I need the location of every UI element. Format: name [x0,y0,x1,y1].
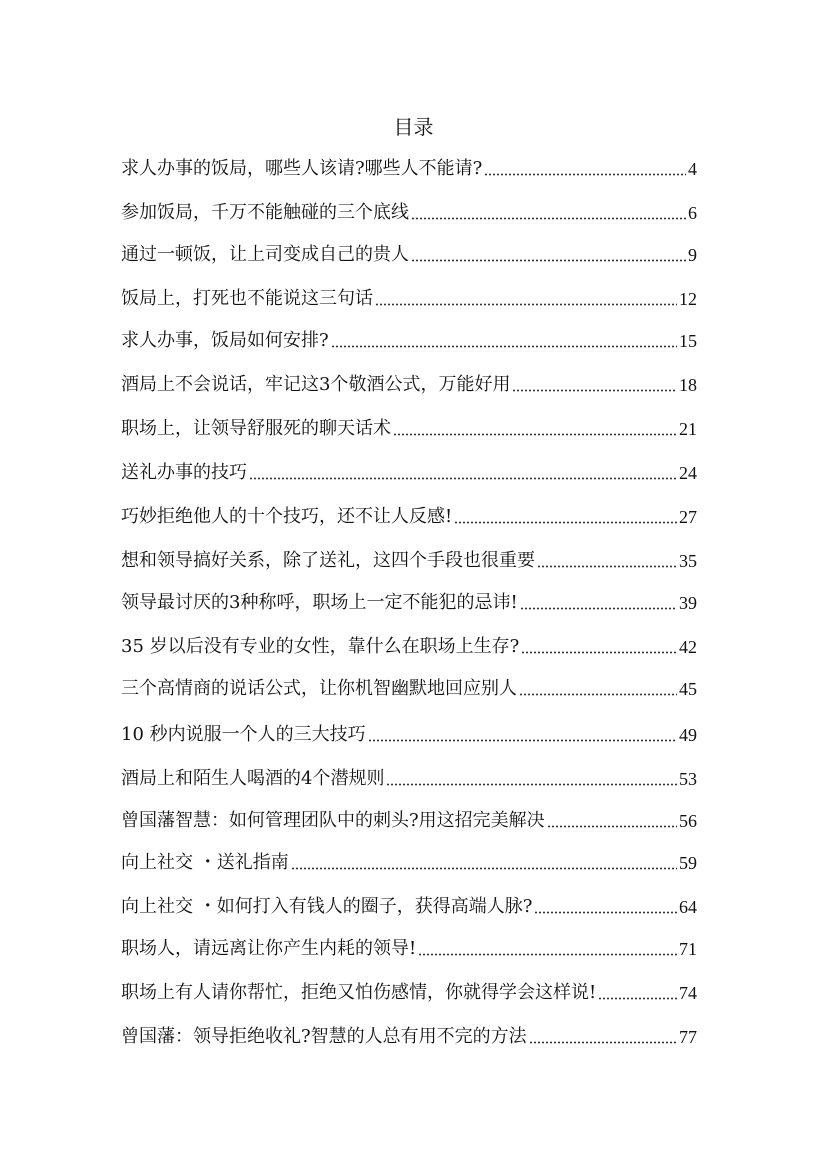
toc-entry[interactable] [121,152,697,180]
toc-entry-title: 通过一顿饭，让上司变成自己的贵人 [121,244,409,265]
toc-entry[interactable] [121,890,697,918]
toc-entry[interactable] [121,932,697,960]
toc-entry[interactable] [121,586,697,614]
toc-entry-page-number: 12 [679,289,697,309]
toc-entry-page-number: 42 [679,637,697,657]
toc-dot-leader [547,825,677,828]
toc-dot-leader [519,693,677,696]
toc-entry[interactable] [121,368,697,396]
toc-entry[interactable] [121,976,697,1004]
toc-entry-page-number: 4 [688,159,697,179]
toc-dot-leader [598,997,677,1000]
toc-dot-leader [418,953,677,956]
toc-entry-page-number: 45 [679,679,697,699]
toc-dot-leader [537,565,677,568]
toc-dot-leader [331,345,677,348]
toc-entry-page-number: 27 [679,507,697,527]
toc-dot-leader [368,739,677,742]
toc-entry-title: 求人办事的饭局，哪些人该请?哪些人不能请? [121,158,483,179]
toc-dot-leader [393,433,677,436]
toc-entry[interactable] [121,630,697,658]
toc-entry-title: 向上社交 ・如何打入有钱人的圈子，获得高端人脉? [121,896,533,917]
toc-entry[interactable] [121,412,697,440]
toc-entry-title: 曾国藩智慧：如何管理团队中的刺头?用这招完美解决 [121,810,545,831]
toc-dot-leader [386,783,677,786]
toc-entry[interactable] [121,324,697,352]
toc-entry-title: 饭局上，打死也不能说这三句话 [121,288,373,309]
toc-entry-title: 曾国藩：领导拒绝收礼?智慧的人总有用不完的方法 [121,1026,527,1047]
toc-entry-title: 参加饭局，千万不能触碰的三个底线 [121,202,409,223]
toc-entry[interactable] [121,762,697,790]
toc-entry-page-number: 56 [679,811,697,831]
toc-entry-title: 巧妙拒绝他人的十个技巧，还不让人反感! [121,506,453,527]
toc-entry-title: 职场上有人请你帮忙，拒绝又怕伤感情，你就得学会这样说! [121,982,597,1003]
toc-title: 目录 [393,115,434,139]
toc-entry-page-number: 35 [679,551,697,571]
toc-entry[interactable] [121,846,697,874]
toc-entry[interactable] [121,804,697,832]
toc-entry-title: 酒局上不会说话，牢记这3个敬酒公式，万能好用 [121,374,511,395]
toc-dot-leader [534,911,677,914]
toc-entry-page-number: 59 [679,853,697,873]
toc-dot-leader [375,303,677,306]
toc-entry-page-number: 9 [688,245,697,265]
toc-entry-title: 职场上，让领导舒服死的聊天话术 [121,418,391,439]
toc-dot-leader [249,477,677,480]
toc-entry-title: 向上社交 ・送礼指南 [121,852,289,873]
toc-entry-title: 送礼办事的技巧 [121,462,247,483]
toc-dot-leader [521,651,677,654]
toc-dot-leader [520,607,677,610]
toc-entry[interactable] [121,672,697,700]
toc-dot-leader [411,259,686,262]
toc-entry[interactable] [121,500,697,528]
toc-entry-title: 酒局上和陌生人喝酒的4个潜规则 [121,768,385,789]
toc-entry[interactable] [121,1020,697,1048]
toc-entry-title: 10 秒内说服一个人的三大技巧 [121,724,366,745]
toc-entry-title: 求人办事，饭局如何安排? [121,330,329,351]
toc-entry-page-number: 21 [679,419,697,439]
toc-entry-title: 想和领导搞好关系，除了送礼，这四个手段也很重要 [121,550,535,571]
toc-entry[interactable] [121,238,697,266]
toc-entry-page-number: 18 [679,375,697,395]
toc-entry-page-number: 64 [679,897,697,917]
toc-entry-title: 职场人，请远离让你产生内耗的领导! [121,938,417,959]
toc-dot-leader [484,173,686,176]
toc-entry-page-number: 24 [679,463,697,483]
toc-entry[interactable] [121,196,697,224]
toc-entry[interactable] [121,456,697,484]
toc-entry-title: 领导最讨厌的3种称呼，职场上一定不能犯的忌讳! [121,592,518,613]
toc-entry-page-number: 71 [679,939,697,959]
toc-entry[interactable] [121,544,697,572]
toc-entry-page-number: 77 [679,1027,697,1047]
toc-dot-leader [512,389,677,392]
toc-dot-leader [454,521,677,524]
toc-entry-title: 35 岁以后没有专业的女性，靠什么在职场上生存? [121,636,520,657]
toc-entry-page-number: 39 [679,593,697,613]
toc-entry-page-number: 49 [679,725,697,745]
toc-dot-leader [291,867,677,870]
toc-entry-page-number: 6 [688,203,697,223]
toc-entry-page-number: 74 [679,983,697,1003]
toc-entry[interactable] [121,718,697,746]
toc-dot-leader [529,1041,677,1044]
toc-entry-title: 三个高情商的说话公式，让你机智幽默地回应别人 [121,678,517,699]
toc-entry[interactable] [121,282,697,310]
toc-dot-leader [411,217,686,220]
toc-entry-page-number: 53 [679,769,697,789]
toc-entry-page-number: 15 [679,331,697,351]
